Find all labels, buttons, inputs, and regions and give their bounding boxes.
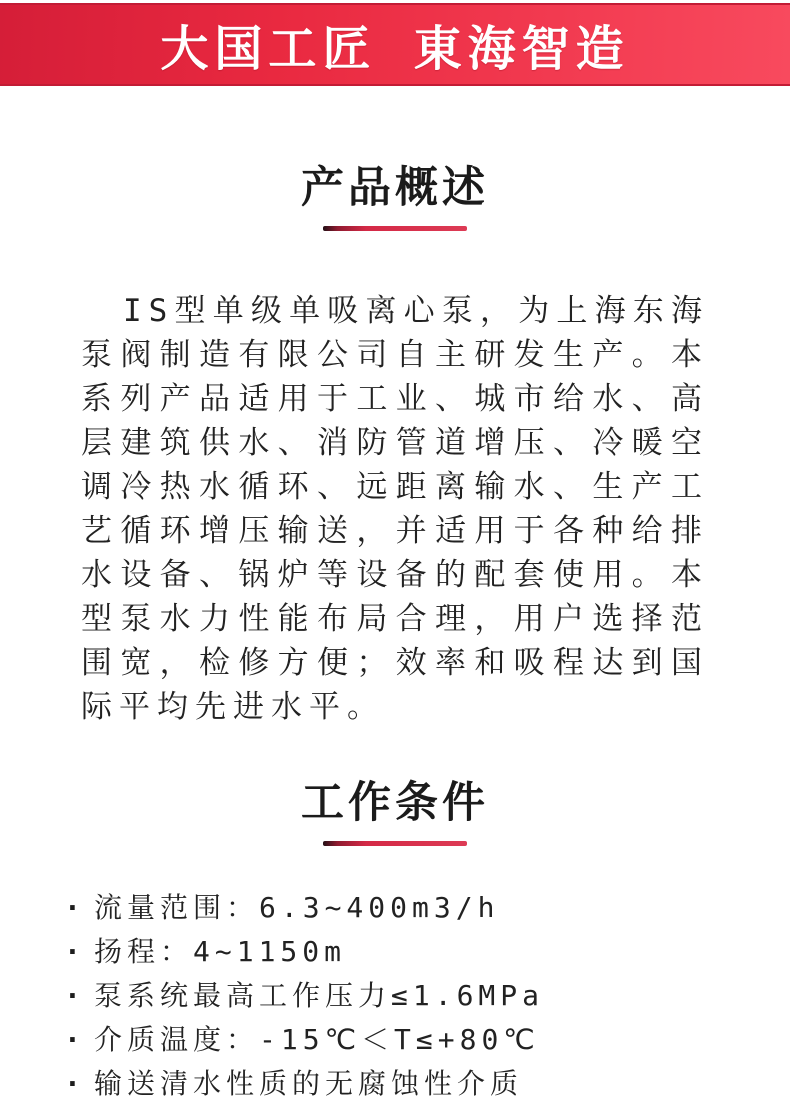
spec-item-max-pressure [64, 980, 790, 1012]
work-conditions-title: 工作条件 [301, 779, 489, 827]
overview-section-title: 产品概述 [301, 164, 489, 212]
spec-list [64, 892, 790, 1100]
bullet-dot-icon: · [64, 1023, 86, 1056]
spec-item-text: 扬程：4~1150m [94, 935, 347, 968]
spec-item-text: 流量范围：6.3~400m3/h [94, 891, 500, 924]
bullet-dot-icon: · [64, 891, 86, 924]
brand-banner-title: 大国工匠 東海智造 [160, 23, 630, 76]
brand-banner [0, 3, 790, 86]
spec-item-text: 介质温度：-15℃＜T≤+80℃ [94, 1023, 540, 1056]
spec-item-flow-range [64, 892, 790, 924]
work-conditions-section [0, 778, 790, 1100]
spec-item-head [64, 936, 790, 968]
bullet-dot-icon: · [64, 1067, 86, 1100]
overview-title-underline [323, 226, 467, 231]
work-conditions-title-underline [323, 841, 467, 846]
bullet-dot-icon: · [64, 935, 86, 968]
spec-item-text: 泵系统最高工作压力≤1.6MPa [94, 979, 545, 1012]
spec-item-medium-temperature [64, 1024, 790, 1056]
bullet-dot-icon: · [64, 979, 86, 1012]
overview-section [0, 163, 790, 729]
spec-item-text: 输送清水性质的无腐蚀性介质 [94, 1067, 524, 1100]
overview-paragraph: IS型单级单吸离心泵，为上海东海泵阀制造有限公司自主研发生产。本系列产品适用于工业、城市给水、高层建筑供水、消防管道增压、冷暖空调冷热水循环、远距离输水、生产工艺循环增压输送，并适用于各种给排水设备、锅炉等设备的配套使用。本型泵水力性能布局合理，用户选择范围宽，检修方便；效率和吸程达到国际平均先进水平。 [81, 293, 709, 725]
spec-item-medium-type [64, 1068, 790, 1100]
